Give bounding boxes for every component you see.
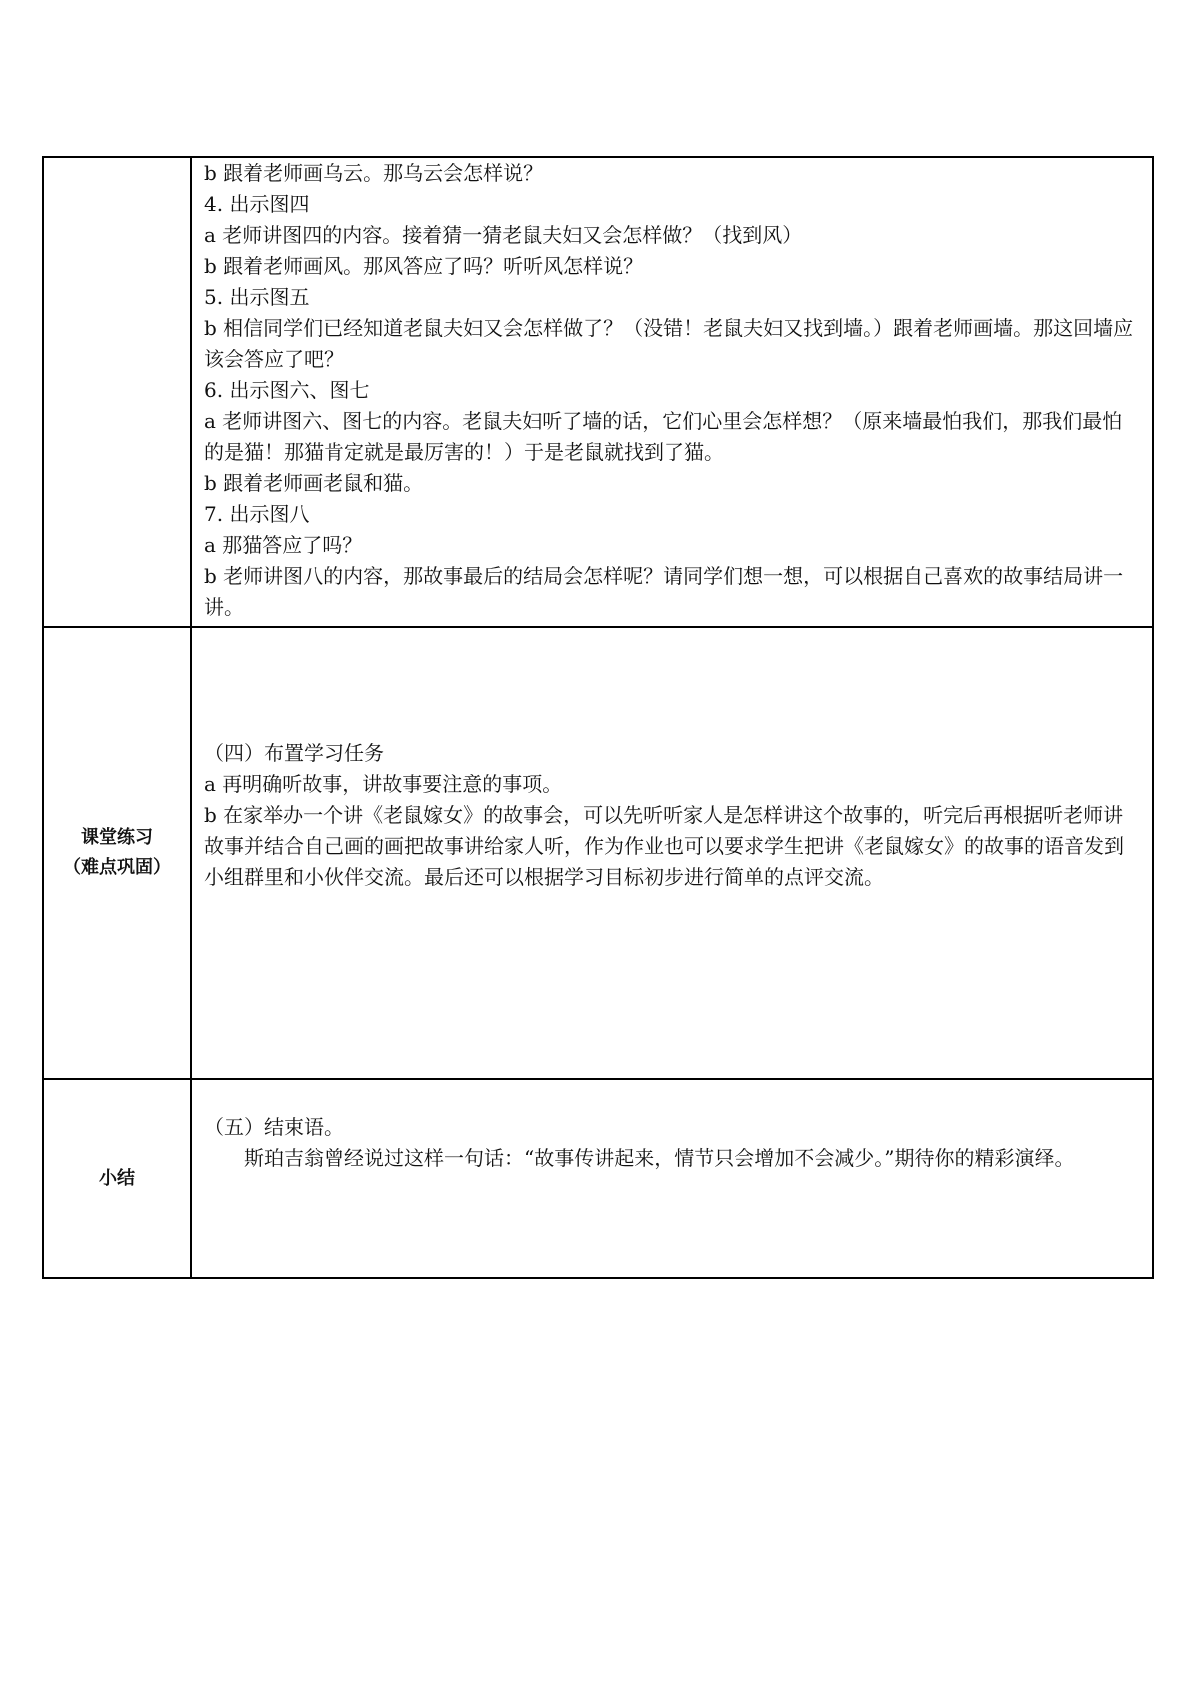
table-row-summary [43,1079,1153,1278]
row-label-practice [43,627,191,1079]
row-content-procedure [191,157,1153,627]
content-line: b 跟着老师画风。那风答应了吗？听听风怎样说？ [204,254,644,278]
content-line: 4. 出示图四 [204,192,310,216]
row-label-summary: 小结 [43,1079,191,1278]
content-line: b 跟着老师画乌云。那乌云会怎样说？ [204,161,544,185]
content-line: b 相信同学们已经知道老鼠夫妇又会怎样做了？（没错！老鼠夫妇又找到墙。）跟着老师画墙。那这回墙应该会答应了吧？ [204,316,1134,371]
lesson-plan-table [42,156,1154,1279]
content-line: 6. 出示图六、图七 [204,378,370,402]
content-line: a 再明确听故事，讲故事要注意的事项。 [204,772,563,796]
content-line: a 那猫答应了吗？ [204,533,363,557]
content-line: a 老师讲图四的内容。接着猜一猜老鼠夫妇又会怎样做？（找到风） [204,223,803,247]
practice-label-title: 课堂练习 [81,827,153,848]
content-line: b 跟着老师画老鼠和猫。 [204,471,424,495]
content-line: （四）布置学习任务 [204,741,384,765]
content-line: b 老师讲图八的内容，那故事最后的结局会怎样呢？请同学们想一想，可以根据自己喜欢的故事结局讲一讲。 [204,564,1124,619]
content-line: 斯珀吉翁曾经说过这样一句话：“故事传讲起来，情节只会增加不会减少。”期待你的精彩演绎。 [244,1146,1075,1170]
row-label-empty [43,157,191,627]
table-row-practice [43,627,1153,1079]
content-line: 5. 出示图五 [204,285,310,309]
practice-label-subtitle: （难点巩固） [63,857,171,878]
row-content-summary [191,1079,1153,1278]
content-line: b 在家举办一个讲《老鼠嫁女》的故事会，可以先听听家人是怎样讲这个故事的，听完后再根据听老师讲故事并结合自己画的画把故事讲给家人听，作为作业也可以要求学生把讲《老鼠嫁女》的故事的语音发到小组群里和小伙伴交流。最后还可以根据学习目标初步进行简单的点评交流。 [204,803,1124,889]
table-row-procedure [43,157,1153,627]
row-content-practice [191,627,1153,1079]
content-line: a 老师讲图六、图七的内容。老鼠夫妇听了墙的话，它们心里会怎样想？（原来墙最怕我们，那我们最怕的是猫！那猫肯定就是最厉害的！）于是老鼠就找到了猫。 [204,409,1123,464]
content-line: （五）结束语。 [204,1115,344,1139]
content-line: 7. 出示图八 [204,502,310,526]
